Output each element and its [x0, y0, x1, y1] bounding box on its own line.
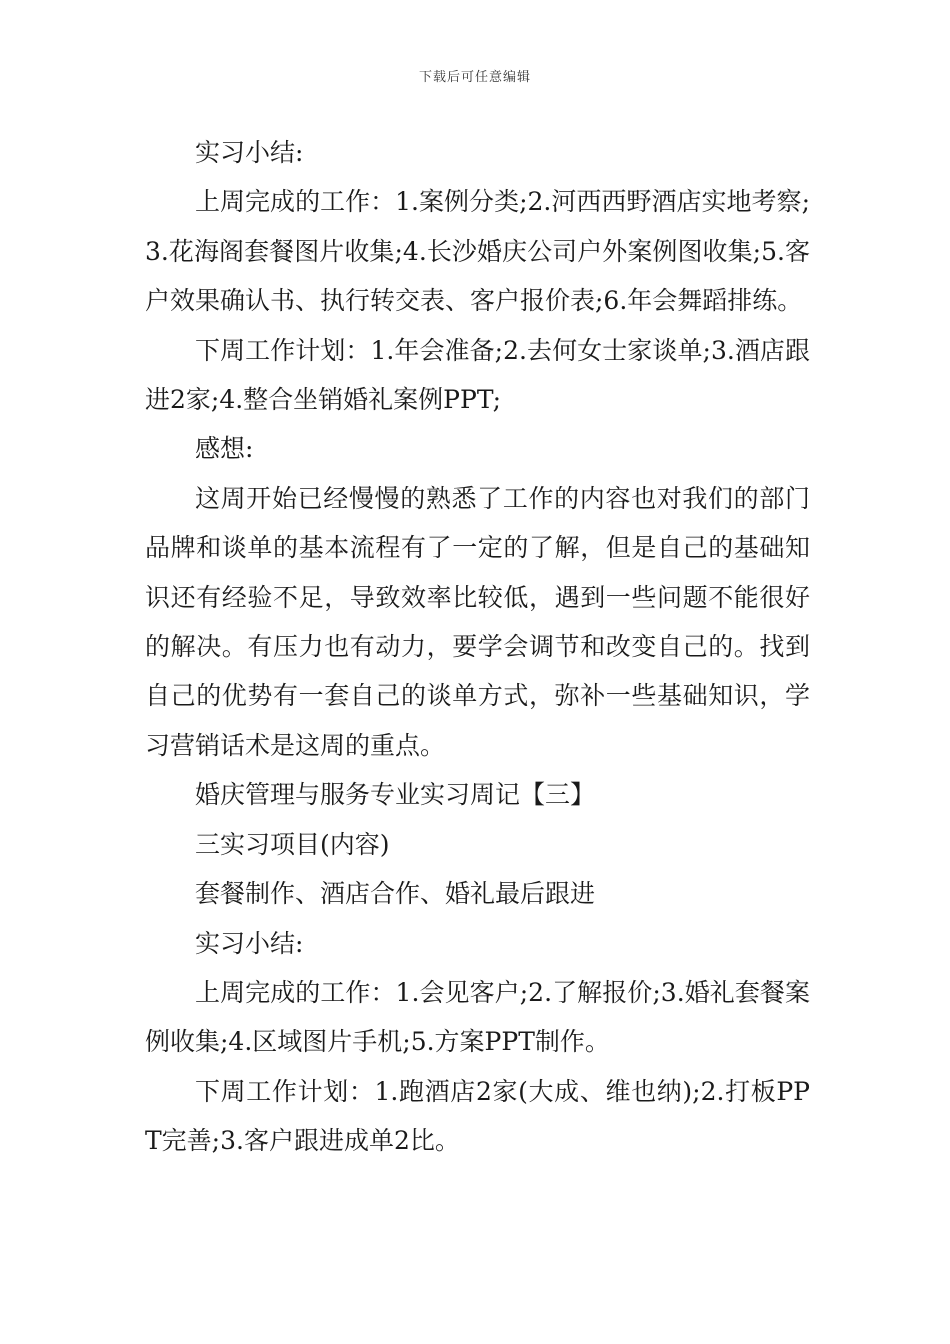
project-heading: 三实习项目(内容)	[195, 829, 390, 859]
page-header-note: 下载后可任意编辑	[418, 70, 531, 85]
reflection-text: 这周开始已经慢慢的熟悉了工作的内容也对我们的部门品牌和谈单的基本流程有了一定的了解，但是自己的基础知识还有经验不足，导致效率比较低，遇到一些问题不能很好的解决。有压力也有动力，要学会调节和改变自己的。找到自己的优势有一套自己的谈单方式，弥补一些基础知识，学习营销话术是这周的重点。	[145, 483, 810, 760]
summary-heading-2: 实习小结:	[195, 928, 304, 958]
next-week-plan-2: 下周工作计划：1.跑酒店2家(大成、维也纳);2.打板PPT完善;3.客户跟进成单2比。	[145, 1076, 810, 1156]
section-title-3: 婚庆管理与服务专业实习周记【三】	[195, 780, 596, 810]
project-content: 套餐制作、酒店合作、婚礼最后跟进	[195, 879, 596, 909]
last-week-work-1: 上周完成的工作：1.案例分类;2.河西西野酒店实地考察;3.花海阁套餐图片收集;4.长沙婚庆公司户外案例图收集;5.客户效果确认书、执行转交表、客户报价表;6.年会舞蹈排练。	[145, 187, 810, 316]
reflection-heading: 感想:	[195, 434, 254, 464]
next-week-plan-1: 下周工作计划：1.年会准备;2.去何女士家谈单;3.酒店跟进2家;4.整合坐销婚礼案例PPT;	[145, 335, 810, 415]
summary-heading-1: 实习小结:	[195, 138, 304, 167]
last-week-work-2: 上周完成的工作：1.会见客户;2.了解报价;3.婚礼套餐案例收集;4.区域图片手机;5.方案PPT制作。	[145, 977, 810, 1057]
document-body	[145, 128, 810, 1166]
